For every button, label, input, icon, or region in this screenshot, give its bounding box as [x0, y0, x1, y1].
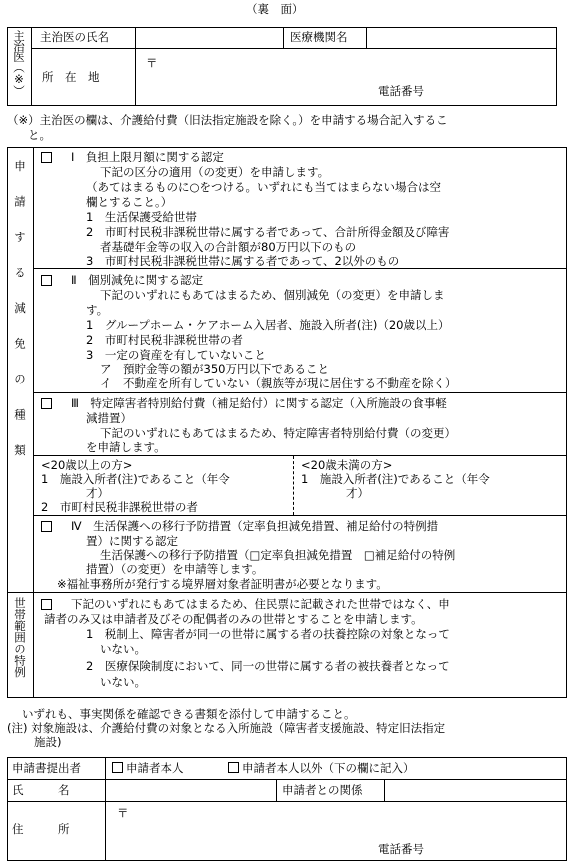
section2-item-3: 3 一定の資産を有していないこと [86, 348, 266, 362]
doctor-address-label: 所 在 地 [42, 70, 100, 84]
reduction-side-label: 申請する減免の種類 [13, 160, 27, 480]
doctor-side-label: 主治医（※） [12, 30, 26, 96]
page-title: （裏 面） [246, 2, 304, 16]
section2-item-2: 2 市町村民税非課税世帯の者 [86, 333, 243, 347]
section4-checkbox[interactable] [41, 521, 52, 532]
submitter-self-option[interactable] [112, 761, 184, 776]
submitter-self-label: 申請者本人 [126, 761, 184, 775]
section3-line: 下記のいずれにもあてはまるため、特定障害者特別給付費（の変更） [100, 426, 457, 440]
household-item-2: 2 医療保険制度において、同一の世帯に属する者の被扶養者となって [86, 659, 450, 673]
section2-item-1: 1 グループホーム・ケアホーム入居者、施設入所者(注)（20歳以上） [86, 318, 450, 332]
submitter-postal-mark: 〒 [117, 806, 129, 820]
section4-line: 生活保護への移行予防措置（□定率負担減免措置 □補足給付の特例 [100, 548, 456, 562]
section1-line: （あてはまるものに○をつける。いずれにも当てはまらない場合は空 [86, 180, 442, 194]
minor-item-1: 1 施設入所者(注)であること（年令 [301, 472, 490, 486]
section3-title: Ⅲ 特定障害者特別給付費（補足給付）に関する認定（入所施設の食事軽 [71, 396, 447, 410]
doctor-name-field[interactable] [138, 30, 280, 45]
section1-option-1[interactable]: 1 生活保護受給世帯 [86, 210, 197, 224]
section1-option-3[interactable]: 3 市町村民税非課税世帯に属する者であって、2以外のもの [86, 254, 400, 268]
section2-line: 下記のいずれにもあてはまるため、個別減免（の変更）を申請しま [100, 288, 445, 302]
institution-label: 医療機関名 [290, 30, 348, 44]
relation-field[interactable] [387, 782, 564, 798]
attachment-note: いずれも、事実関係を確認できる書類を添付して申請すること。 [22, 707, 356, 721]
submitter-other-option[interactable] [228, 761, 415, 776]
adult-item-2: 2 市町村民税非課税世帯の者 [41, 500, 198, 514]
adult-item-1-cont: 才） [86, 486, 109, 500]
relation-label: 申請者との関係 [282, 783, 363, 797]
section1-checkbox[interactable] [41, 152, 52, 163]
section1-line: 下記の区分の適用（の変更）を申請します。 [100, 165, 330, 179]
section4-note: ※福祉事務所が発行する境界層対象者証明書が必要となります。 [57, 577, 388, 591]
doctor-postal-mark: 〒 [146, 56, 158, 70]
submitter-name-label: 氏 名 [12, 783, 70, 797]
doctor-name-label: 主治医の氏名 [40, 30, 109, 44]
section1-option-2[interactable]: 2 市町村民税非課税世帯に属する者であって、合計所得金額及び障害 [86, 225, 450, 239]
section2-title: Ⅱ 個別減免に関する認定 [71, 273, 204, 287]
facility-note-cont: 施設) [34, 735, 62, 749]
doctor-note: （※）主治医の欄は、介護給付費（旧法指定施設を除く。）を申請する場合記入するこ [7, 113, 448, 127]
household-line: 下記のいずれにもあてはまるため、住民票に記載された世帯ではなく、申 [71, 597, 450, 611]
household-side-label: 世帯範囲の特例 [13, 597, 27, 678]
minor-item-1-cont: 才） [346, 486, 369, 500]
doctor-address-field[interactable] [138, 52, 553, 102]
institution-field[interactable] [369, 30, 554, 45]
minor-heading: <20歳未満の方> [301, 458, 393, 472]
household-item-1: 1 税制上、障害者が同一の世帯に属する者の扶養控除の対象となって [86, 627, 450, 641]
doctor-phone-label: 電話番号 [378, 84, 424, 98]
section2-line: す。 [86, 303, 109, 317]
submitter-other-label: 申請者本人以外（下の欄に記入） [242, 761, 415, 775]
submitter-label: 申請書提出者 [12, 761, 81, 775]
section3-line: 減措置） [86, 411, 132, 425]
submitter-address-label: 住 所 [12, 822, 70, 836]
household-line: 請者のみ又は申請者及びその配偶者のみの世帯とすることを申請します。 [44, 612, 423, 626]
submitter-name-field[interactable] [108, 782, 273, 798]
section2-item-3a: ア 預貯金等の額が350万円以下であること [100, 362, 329, 376]
section1-title: Ⅰ 負担上限月額に関する認定 [71, 150, 224, 164]
adult-item-1: 1 施設入所者(注)であること（年令 [41, 472, 230, 486]
submitter-self-checkbox[interactable] [112, 762, 123, 773]
section1-option-2-cont: 者基礎年金等の収入の合計額が80万円以下のもの [100, 240, 357, 254]
section3-line: を申請します。 [86, 440, 166, 454]
household-item-1-cont: いない。 [100, 642, 146, 656]
section2-item-3b: イ 不動産を所有していない（親族等が現に居住する不動産を除く） [100, 376, 457, 390]
facility-note: (注) 対象施設は、介護給付費の対象となる入所施設（障害者支援施設、特定旧法指定 [7, 721, 446, 735]
household-item-2-cont: いない。 [100, 675, 146, 689]
doctor-note-cont: と。 [28, 128, 51, 142]
section4-line: 置）に関する認定 [86, 534, 178, 548]
submitter-address-field[interactable] [108, 804, 564, 858]
section3-checkbox[interactable] [41, 398, 52, 409]
section1-line: 欄とすること。） [86, 195, 173, 209]
submitter-phone-label: 電話番号 [378, 842, 424, 856]
household-checkbox[interactable] [41, 599, 52, 610]
submitter-other-checkbox[interactable] [228, 762, 239, 773]
section4-title: Ⅳ 生活保護への移行予防措置（定率負担減免措置、補足給付の特例措 [71, 519, 439, 533]
section4-line: 措置）（の変更）を申請等します。 [86, 562, 264, 576]
adult-heading: <20歳以上の方> [41, 458, 133, 472]
section2-checkbox[interactable] [41, 275, 52, 286]
